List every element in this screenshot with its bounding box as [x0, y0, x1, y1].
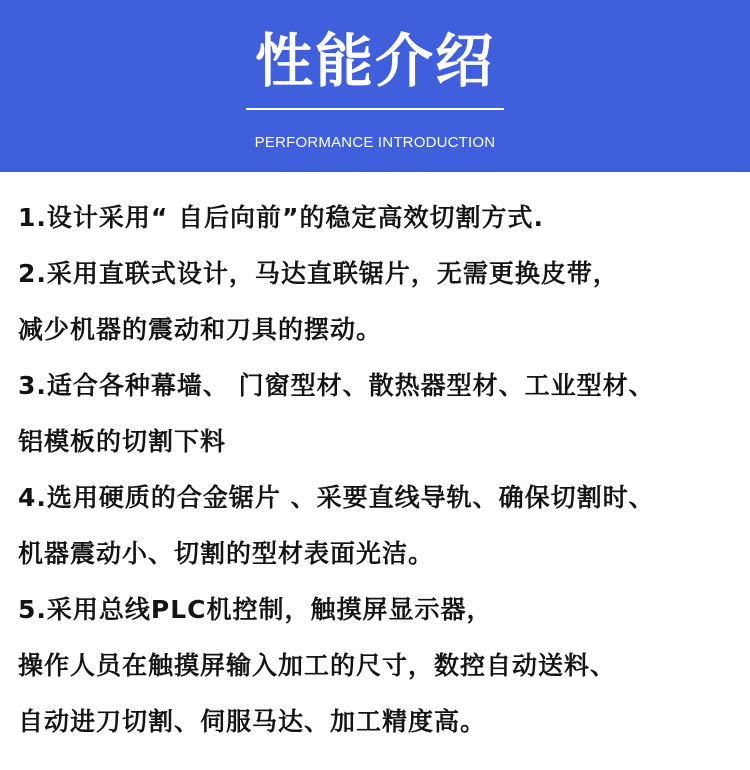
page-title: 性能介绍 — [254, 27, 495, 95]
text-line-8: 5.采用总线PLC机控制，触摸屏显示器， — [18, 595, 493, 624]
text-line-6: 4.选用硬质的合金锯片 、采要直线导轨、确保切割时、 — [18, 483, 655, 512]
title-divider — [246, 108, 504, 110]
performance-list — [18, 190, 744, 750]
text-line-3: 减少机器的震动和刀具的摆动。 — [18, 315, 383, 344]
text-line-10: 自动进刀切割、伺服马达、加工精度高。 — [18, 707, 487, 736]
text-line-5: 铝模板的切割下料 — [18, 427, 227, 456]
text-line-2: 2.采用直联式设计，马达直联锯片，无需更换皮带， — [18, 259, 619, 288]
text-line-4: 3.适合各种幕墙、 门窗型材、散热器型材、工业型材、 — [18, 371, 655, 400]
header-banner — [0, 0, 750, 172]
text-line-7: 机器震动小、切割的型材表面光洁。 — [18, 539, 435, 568]
text-line-1: 1.设计采用“ 自后向前”的稳定高效切割方式. — [18, 203, 544, 232]
text-line-9: 操作人员在触摸屏输入加工的尺寸，数控自动送料、 — [18, 651, 617, 680]
page-subtitle: PERFORMANCE INTRODUCTION — [254, 134, 496, 151]
